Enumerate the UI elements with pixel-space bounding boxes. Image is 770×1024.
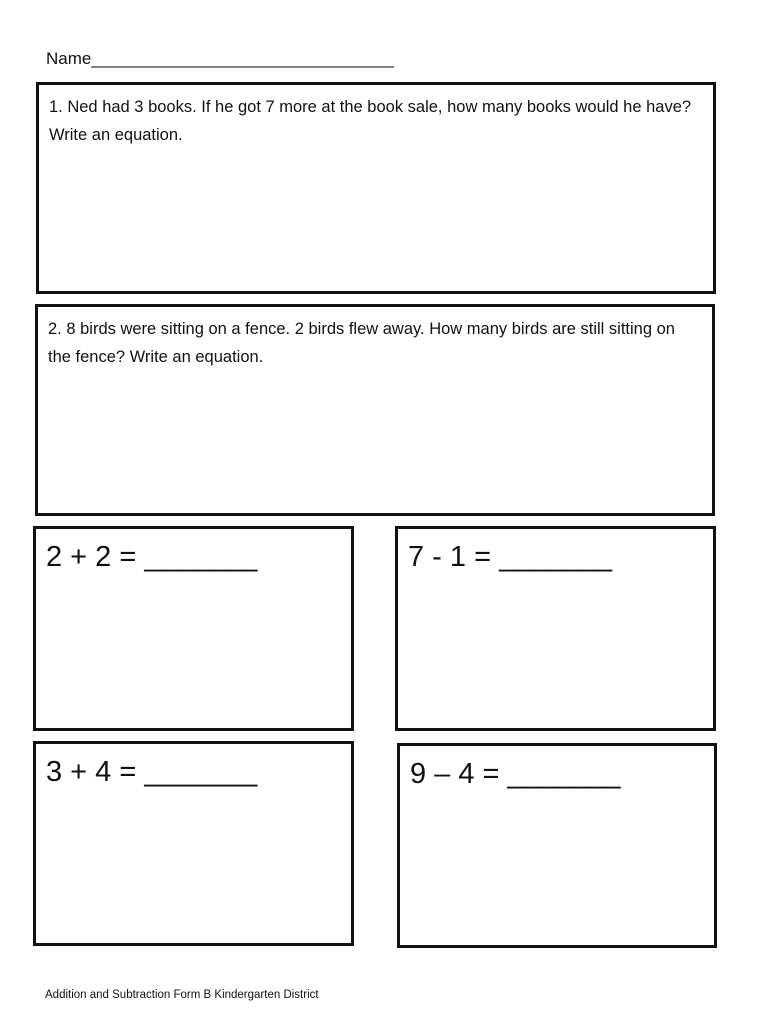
name-field-label: Name________________________________ <box>46 49 394 68</box>
equation-2-text: 7 - 1 = _______ <box>408 541 612 573</box>
footer-text: Addition and Subtraction Form B Kindergarten District <box>45 989 319 1001</box>
equation-4-text: 9 – 4 = _______ <box>410 758 621 790</box>
word-problem-2-box[interactable] <box>35 304 715 516</box>
equation-1-box[interactable] <box>33 526 354 731</box>
word-problem-2-text: 2. 8 birds were sitting on a fence. 2 birds flew away. How many birds are still sitting on the fence? Write an equation. <box>48 320 675 366</box>
equation-3-text: 3 + 4 = _______ <box>46 756 258 788</box>
equation-2-box[interactable] <box>395 526 716 731</box>
equation-4-box[interactable] <box>397 743 717 948</box>
equation-3-box[interactable] <box>33 741 354 946</box>
word-problem-1-box[interactable] <box>36 82 716 294</box>
word-problem-1-text: 1. Ned had 3 books. If he got 7 more at the book sale, how many books would he have? Write an equation. <box>49 98 692 144</box>
equation-1-text: 2 + 2 = _______ <box>46 541 258 573</box>
